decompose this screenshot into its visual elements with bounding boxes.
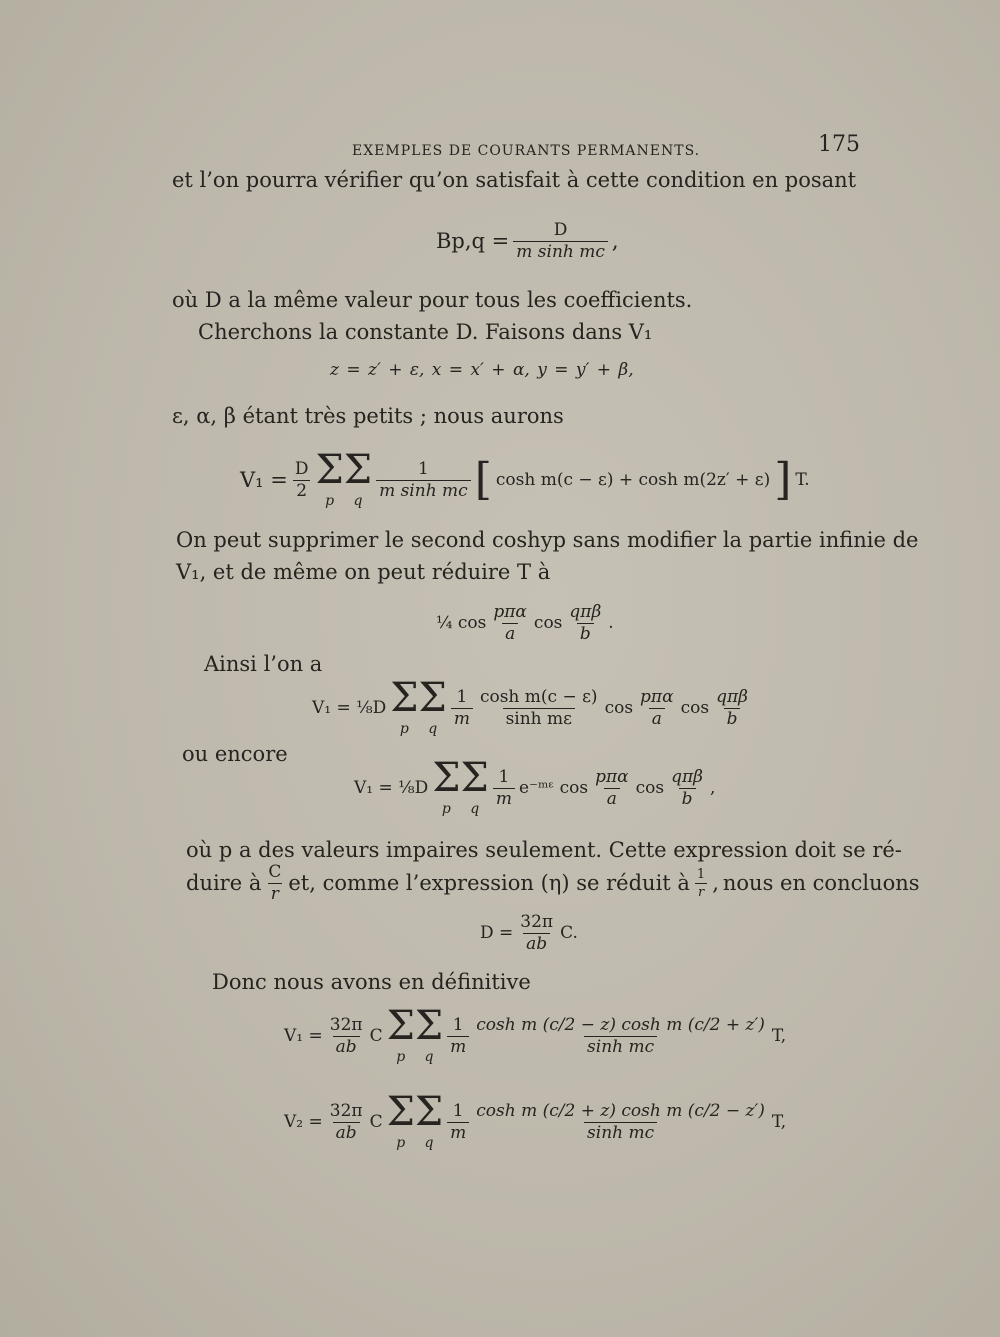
equation-v1-exp: V₁ = ⅛D Σ p Σ q $\frac{1}{m}$ e⁻ᵐᵋ cos $\frac{\text{pπα}}{a}$ cos $\frac{\text{qπβ}}{b}$ , bbox=[354, 755, 716, 817]
equation-v1-bracket: V₁ = $\frac{D}{2}$ Σ p Σ q $\frac{1}{\text{m sinh mc}}$ [ cosh m(c − ε) + cosh m(2z′ + ε) ] T. bbox=[240, 447, 810, 509]
equation-v2-final: V₂ = $\frac{32\pi}{ab}$ C Σ p Σ q $\frac{1}{m}$ $\frac{\text{cosh m (c/2 + z) cosh m (c/2 − z′)}}{\text{sinh mc}}$ T, bbox=[284, 1089, 787, 1151]
text-line-11: Donc nous avons en définitive bbox=[212, 970, 531, 994]
text-line-1: et l’on pourra vérifier qu’on satisfait à cette condition en posant bbox=[172, 168, 857, 192]
equation-v1-sinh: V₁ = ⅛D Σ p Σ q $\frac{1}{m}$ $\frac{\text{cosh m(c − ε)}}{\text{sinh mε}}$ cos $\frac{\text{pπα}}{a}$ cos $\frac{\text{qπβ}}{b}$ bbox=[312, 675, 748, 737]
equation-v1-final: V₁ = $\frac{32\pi}{ab}$ C Σ p Σ q $\frac{1}{m}$ $\frac{\text{cosh m (c/2 − z) cosh m (c/2 + z′)}}{\text{sinh mc}}$ T, bbox=[284, 1003, 787, 1065]
running-title: EXEMPLES DE COURANTS PERMANENTS. bbox=[352, 143, 701, 159]
text-line-3: Cherchons la constante D. Faisons dans V₁ bbox=[198, 320, 653, 344]
text-line-6: V₁, et de même on peut réduire T à bbox=[176, 560, 551, 584]
text-line-8: ou encore bbox=[182, 742, 288, 766]
double-sum: Σ p Σ q bbox=[315, 447, 373, 509]
page-number: 175 bbox=[818, 132, 860, 157]
text-line-5: On peut supprimer le second coshyp sans modifier la partie infinie de bbox=[176, 528, 919, 552]
text-line-4: ε, α, β étant très petits ; nous aurons bbox=[172, 404, 564, 428]
equation-d: D = $\frac{32\pi}{ab}$ C. bbox=[480, 912, 578, 954]
eq-lhs: Bp,q = bbox=[436, 229, 510, 253]
text-line-10: duire à $\frac{C}{r}$ et, comme l’expression (η) se réduit à $\frac{1}{r}$ , nous en concluons bbox=[186, 862, 920, 904]
equation-t: ¼ cos $\frac{\text{pπα}}{a}$ cos $\frac{\text{qπβ}}{b}$ . bbox=[436, 602, 614, 644]
equation-bpq: Bp,q = $\frac{D}{\text{m sinh mc}}$ , bbox=[436, 220, 619, 262]
text-line-7: Ainsi l’on a bbox=[204, 652, 323, 676]
fraction: $\frac{D}{\text{m sinh mc}}$ bbox=[513, 222, 608, 261]
equation-substitution: z = z′ + ε, x = x′ + α, y = y′ + β, bbox=[330, 360, 634, 380]
text-line-2: où D a la même valeur pour tous les coefficients. bbox=[172, 288, 693, 312]
text-line-9: où p a des valeurs impaires seulement. Cette expression doit se ré- bbox=[186, 838, 902, 862]
